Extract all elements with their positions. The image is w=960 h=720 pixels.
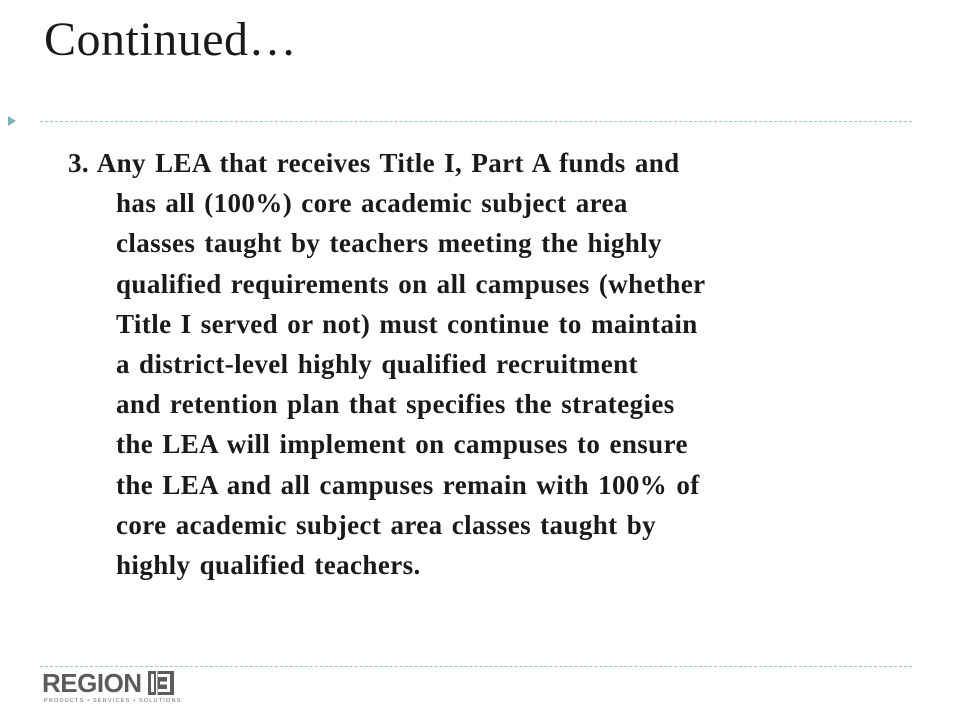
body-line: highly qualified teachers. [116,550,421,581]
body-text [68,143,898,585]
region-13-mark-icon [148,671,174,695]
triangle-arrow-icon [8,116,16,126]
body-line: has all (100%) core academic subject area [116,188,628,219]
body-line: core academic subject area classes taught by [116,509,657,540]
logo-tagline: PRODUCTS • SERVICES • SOLUTIONS [44,698,182,704]
logo-wordmark: REGION [42,668,142,698]
top-divider [40,121,912,122]
body-line: and retention plan that specifies the strategies [116,389,675,420]
body-line: qualified requirements on all campuses (whether [116,268,706,299]
body-line: Title I served or not) must continue to maintain [116,308,698,339]
bottom-divider [40,666,912,667]
body-line: the LEA and all campuses remain with 100% of [116,469,700,500]
body-line: a district-level highly qualified recruitment [116,349,638,380]
body-line: the LEA will implement on campuses to ensure [116,429,688,460]
region-13-logo [42,668,182,708]
body-line: classes taught by teachers meeting the highly [116,228,662,259]
slide-title: Continued… [44,13,297,66]
body-line: 3. Any LEA that receives Title I, Part A funds and [68,148,680,178]
